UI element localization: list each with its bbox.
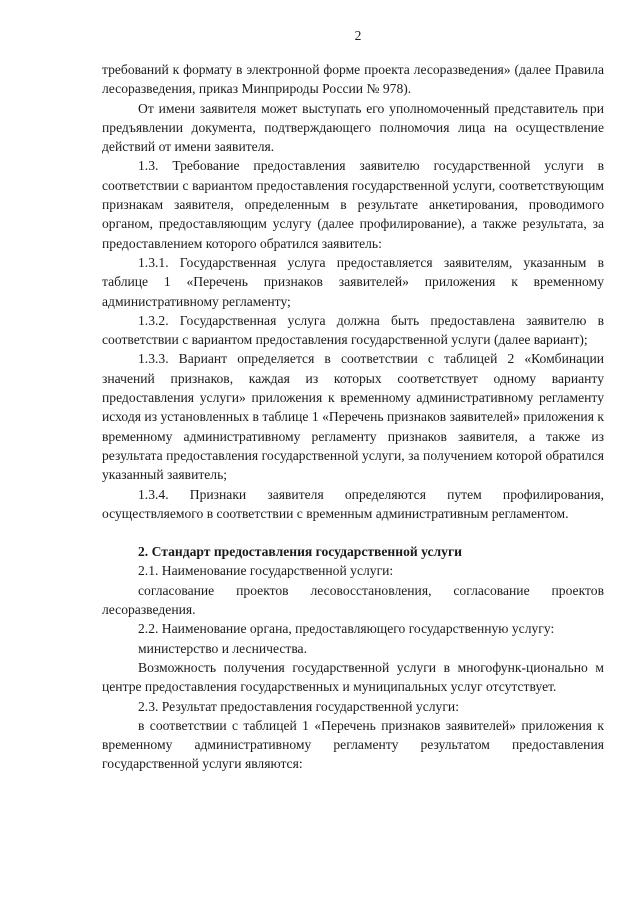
paragraph: в соответствии с таблицей 1 «Перечень признаков заявителей» приложения к временному административному регламенту результатом предоставления государственной услуги являются: [102,717,604,772]
paragraph: 2.3. Результат предоставления государственной услуги: [138,698,459,714]
paragraph: От имени заявителя может выступать его уполномоченный представитель при предъявлении документа, подтверждающего полномочия лица на осуществление действий от имени заявителя. [102,100,604,155]
section-gap [102,523,604,542]
paragraph: 2.2. Наименование органа, предоставляющего государственную услугу: [138,621,555,637]
paragraph: согласование проектов лесовосстановления, согласование проектов лесоразведения. [102,582,604,618]
paragraph: 1.3.2. Государственная услуга должна быть предоставлена заявителю в соответствии с вариантом предоставления государственной услуги (далее вариант); [102,312,604,348]
paragraph: министерство и лесничества. [138,640,307,656]
paragraph: 2.1. Наименование государственной услуги: [138,563,394,579]
paragraph: 1.3.1. Государственная услуга предоставляется заявителям, указанным в таблице 1 «Перечень признаков заявителей» приложения к временному административному регламенту; [102,254,604,309]
paragraph: 1.3. Требование предоставления заявителю государственной услуги в соответствии с вариантом предоставления государственной услуги, соответствующим признакам заявителя, определенным в результате анкетирования, проводимого органом, предоставляющим услугу (далее профилирование), а также результата, за предоставлением которого обратился заявитель: [102,158,604,251]
section-heading: 2. Стандарт предоставления государственной услуги [138,544,462,560]
paragraph: Возможность получения государственной услуги в многофунк-ционально м центре предоставления государственных и муниципальных услуг отсутствует. [102,659,604,695]
paragraph: 1.3.4. Признаки заявителя определяются путем профилирования, осуществляемого в соответствии с временным административным регламентом. [102,486,604,521]
page-number: 2 [354,28,362,43]
paragraph: требований к формату в электронной форме проекта лесоразведения» (далее Правила лесоразведения, приказ Минприроды России № 978). [102,62,604,97]
document-page [102,28,604,774]
paragraph: 1.3.3. Вариант определяется в соответствии с таблицей 2 «Комбинации значений признаков, каждая из которых соответствует одному варианту предоставления услуги» приложения к временному административному регламенту исходя из установленных в таблице 1 «Перечень признаков заявителей» приложения к временному административному регламенту признаков заявителя, а также из результата предоставления государственной услуги, за получением которой обратился указанный заявитель; [102,351,604,483]
